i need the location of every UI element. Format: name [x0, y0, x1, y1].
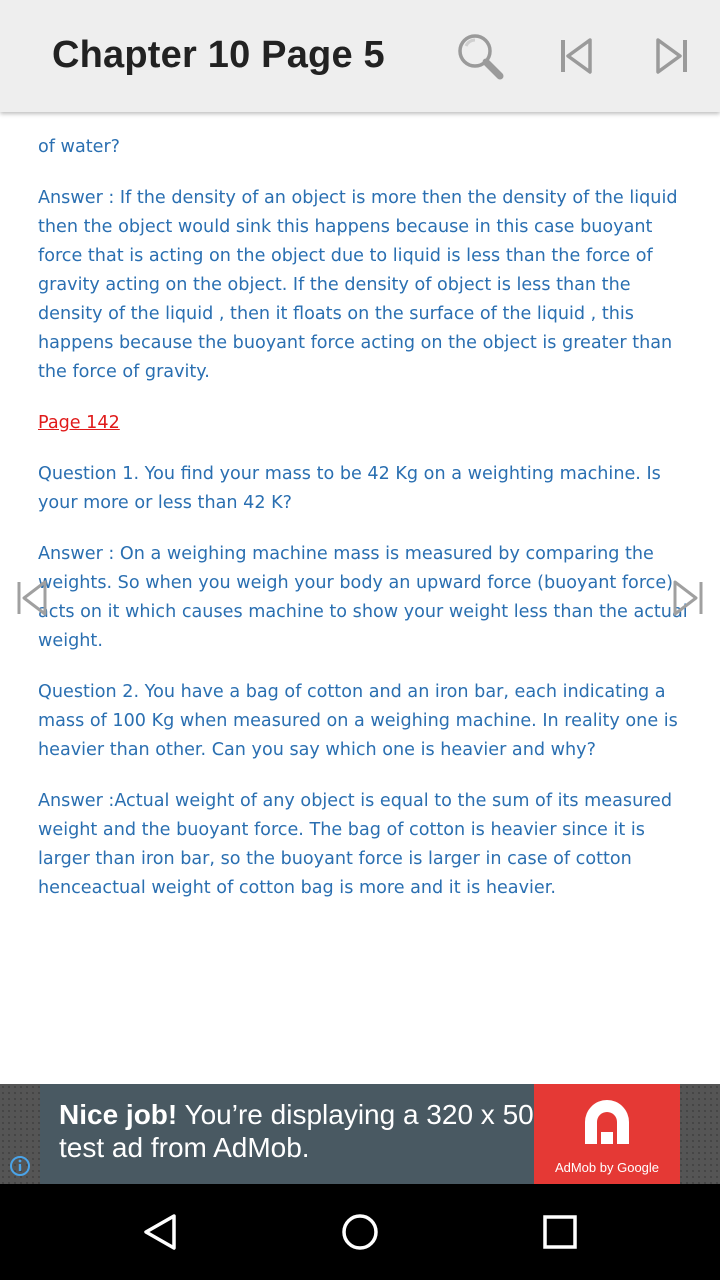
- skip-previous-icon: [550, 30, 602, 82]
- side-previous-button[interactable]: [14, 578, 50, 618]
- page-title: Chapter 10 Page 5: [52, 34, 385, 76]
- search-button[interactable]: [454, 30, 506, 82]
- skip-previous-icon: [14, 578, 50, 618]
- page-link[interactable]: [38, 409, 688, 438]
- ad-headline-bold: Nice job!: [59, 1099, 178, 1130]
- paragraph: of water?: [38, 137, 121, 157]
- back-icon: [140, 1212, 180, 1252]
- home-button[interactable]: [340, 1212, 380, 1252]
- recents-button[interactable]: [540, 1212, 580, 1252]
- ad-headline-rest: You’re displaying a 320 x 50 test ad from AdMob.: [59, 1099, 534, 1163]
- previous-page-button[interactable]: [550, 30, 602, 82]
- paragraph: Answer : If the density of an object is more then the density of the liquid then the object would sink this happens because in this case buoyant force that is acting on the object due to liquid is less than the force of gravity acting on the object. If the density of object is less than the density of the liquid , then it floats on the surface of the liquid , this happens because the buoyant force acting on the object is greater than the force of gravity.: [38, 188, 678, 382]
- ad-banner[interactable]: [40, 1084, 680, 1184]
- info-icon[interactable]: [8, 1154, 32, 1178]
- admob-logo: [534, 1084, 680, 1184]
- side-next-button[interactable]: [670, 578, 706, 618]
- ad-brand: AdMob by Google: [554, 1160, 660, 1175]
- paragraph: Question 1. You find your mass to be 42 Kg on a weighting machine. Is your more or less than 42 K?: [38, 464, 661, 513]
- next-page-button[interactable]: [646, 30, 698, 82]
- ad-headline: [59, 1098, 539, 1164]
- search-icon: [454, 30, 506, 82]
- app-bar: [0, 0, 720, 112]
- admob-logo-icon: [577, 1092, 637, 1152]
- chapter-content[interactable]: [0, 116, 720, 1084]
- back-button[interactable]: [140, 1212, 180, 1252]
- paragraph: Question 2. You have a bag of cotton and an iron bar, each indicating a mass of 100 Kg when measured on a weighing machine. In reality one is heavier than other. Can you say which one is heavier and why?: [38, 682, 678, 760]
- home-icon: [340, 1212, 380, 1252]
- skip-next-icon: [646, 30, 698, 82]
- ad-banner-area: [0, 1084, 720, 1184]
- system-nav-bar: [0, 1184, 720, 1280]
- page-link-text[interactable]: Page 142: [38, 413, 120, 433]
- paragraph: Answer :Actual weight of any object is equal to the sum of its measured weight and the buoyant force. The bag of cotton is heavier since it is larger than iron bar, so the buoyant force is larger in case of cotton henceactual weight of cotton bag is more and it is heavier.: [38, 791, 673, 898]
- recents-icon: [540, 1212, 580, 1252]
- skip-next-icon: [670, 578, 706, 618]
- paragraph: Answer : On a weighing machine mass is measured by comparing the weights. So when you weigh your body an upward force (buoyant force) acts on it which causes machine to show your weight less than the actual weight.: [38, 544, 688, 651]
